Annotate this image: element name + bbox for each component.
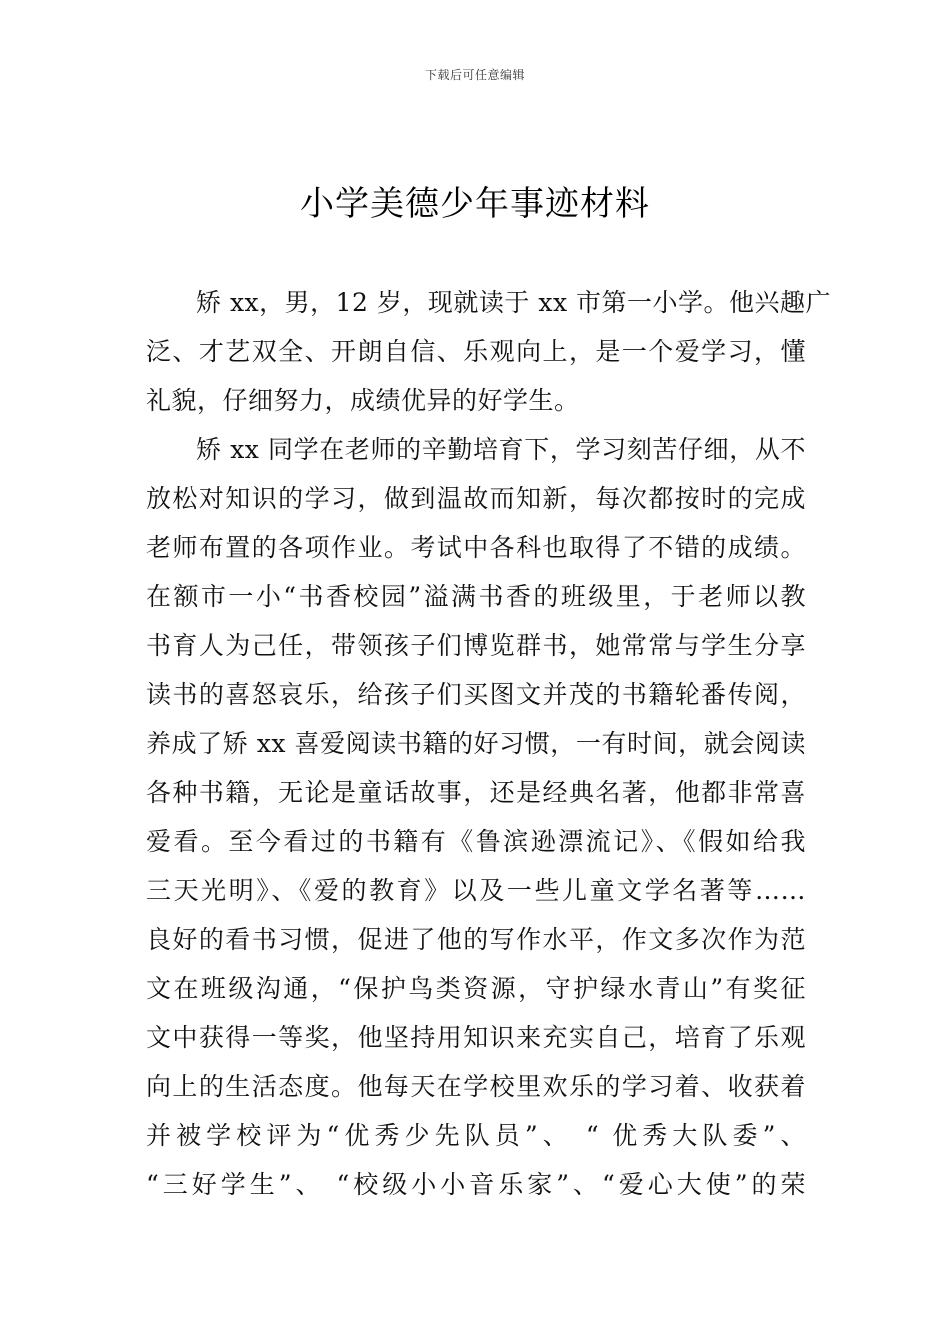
body-line: 并被学校评为“优秀少先队员”、 “ 优秀大队委”、 [146,1121,806,1150]
body-line: 文在班级沟通，“保护鸟类资源，守护绿水青山”有奖征 [146,974,806,1003]
body-line: 老师布置的各项作业。考试中各科也取得了不错的成绩。 [146,533,806,562]
body-line: 三天光明》、《爱的教育》以及一些儿童文学名著等…… [146,876,806,905]
body-line: 矫 xx，男，12 岁，现就读于 xx 市第一小学。他兴趣广 [196,288,831,317]
body-line: “三好学生”、 “校级小小音乐家”、“爱心大使”的荣 [146,1170,806,1199]
body-line: 读书的喜怒哀乐，给孩子们买图文并茂的书籍轮番传阅， [146,680,806,709]
body-line: 泛、才艺双全、开朗自信、乐观向上，是一个爱学习，懂 [146,337,806,366]
body-line: 各种书籍，无论是童话故事，还是经典名著，他都非常喜 [146,778,806,807]
body-line: 向上的生活态度。他每天在学校里欢乐的学习着、收获着 [146,1072,806,1101]
body-line: 爱看。至今看过的书籍有《鲁滨逊漂流记》、《假如给我 [146,827,806,856]
body-line: 养成了矫 xx 喜爱阅读书籍的好习惯，一有时间，就会阅读 [146,729,806,758]
page-header-note: 下载后可任意编辑 [424,68,525,82]
document-title: 小学美德少年事迹材料 [300,184,650,224]
body-line: 良好的看书习惯，促进了他的写作水平，作文多次作为范 [146,925,806,954]
body-line: 礼貌，仔细努力，成绩优异的好学生。 [146,386,580,415]
body-line: 放松对知识的学习，做到温故而知新，每次都按时的完成 [146,484,806,513]
body-line: 在额市一小“书香校园”溢满书香的班级里，于老师以教 [146,582,806,611]
body-line: 书育人为己任，带领孩子们博览群书，她常常与学生分享 [146,631,806,660]
body-line: 矫 xx 同学在老师的辛勤培育下，学习刻苦仔细，从不 [196,435,806,464]
document-body [146,278,831,1209]
body-line: 文中获得一等奖，他坚持用知识来充实自己，培育了乐观 [146,1023,806,1052]
